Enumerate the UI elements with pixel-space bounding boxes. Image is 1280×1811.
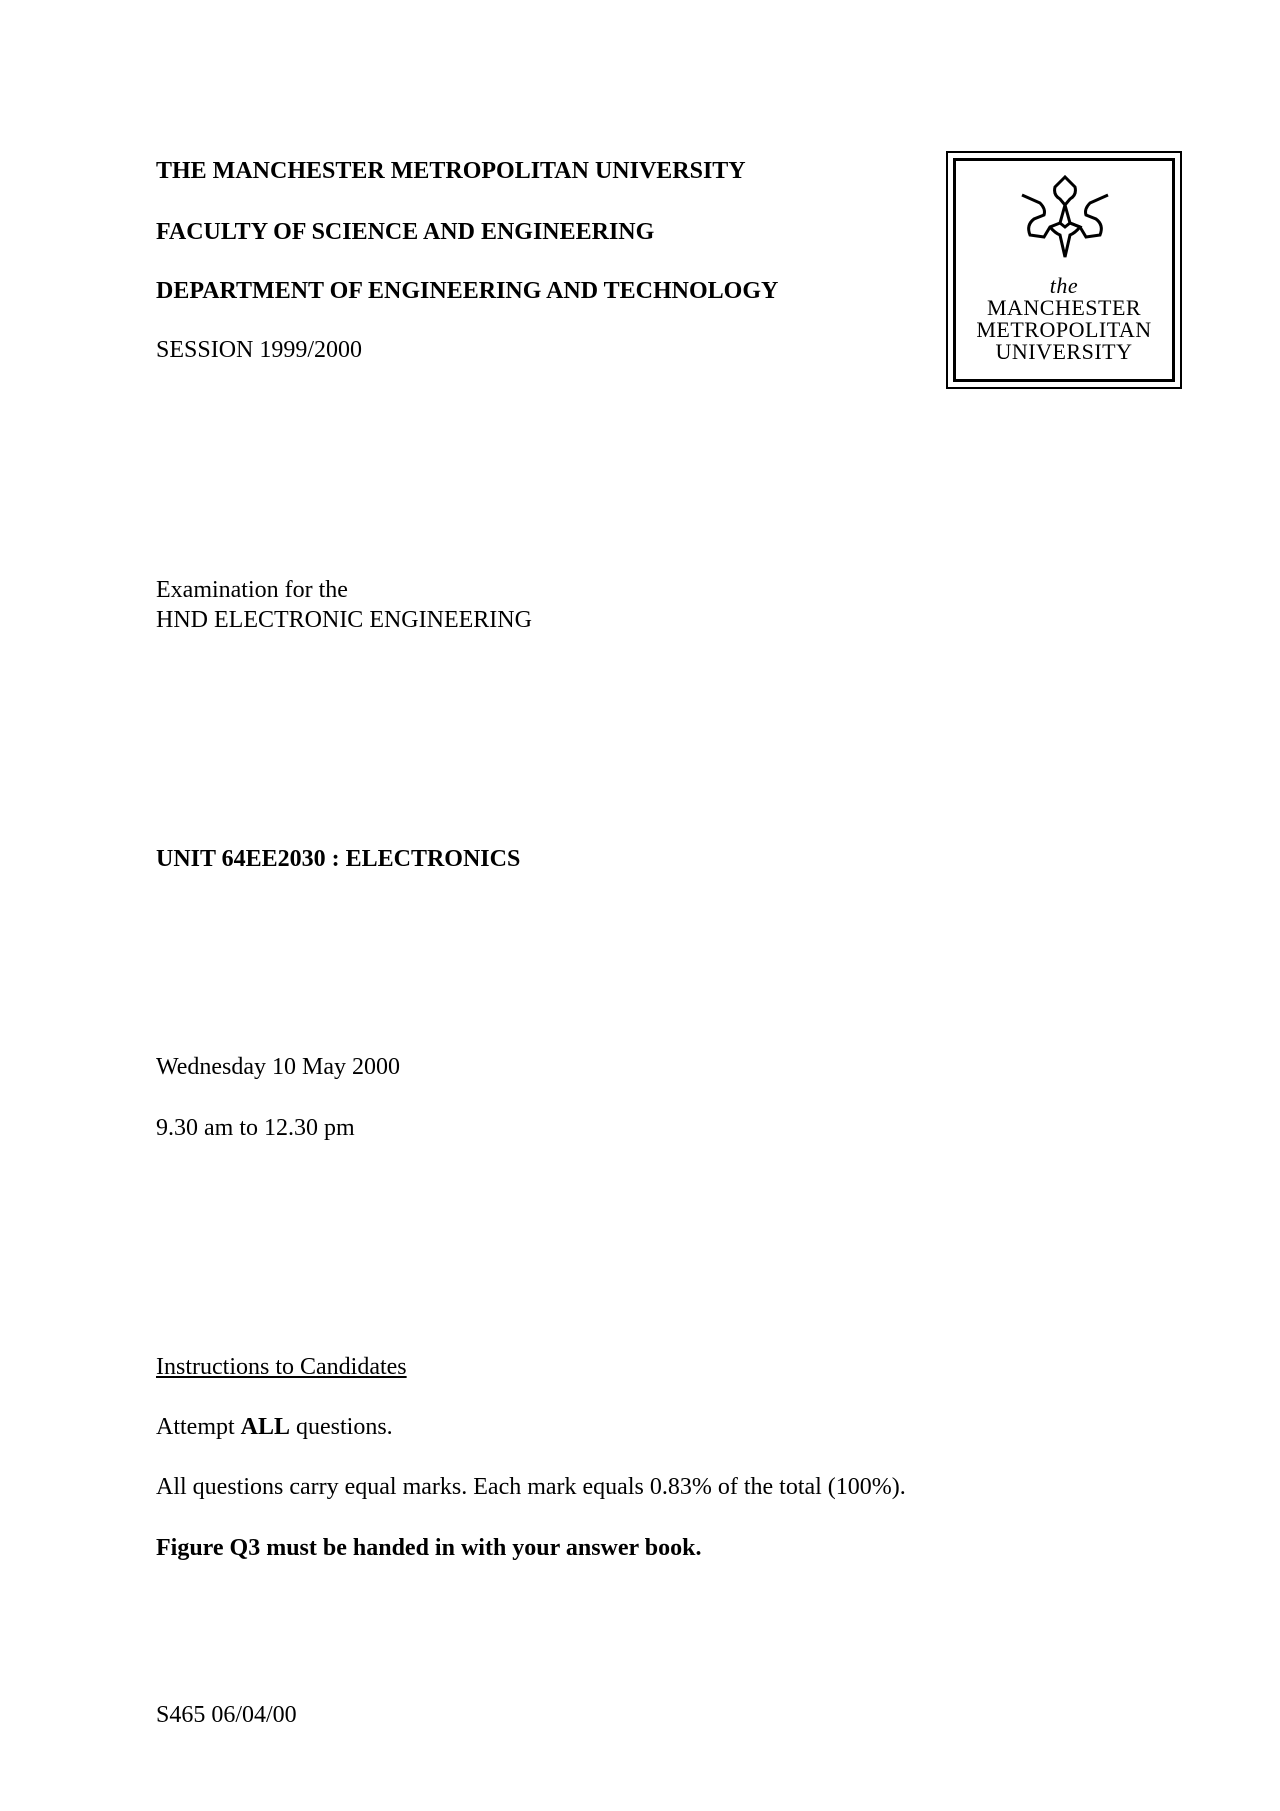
- university-name: THE MANCHESTER METROPOLITAN UNIVERSITY: [156, 158, 746, 184]
- exam-time: 9.30 am to 12.30 pm: [156, 1115, 355, 1141]
- session: SESSION 1999/2000: [156, 337, 363, 363]
- exam-programme: HND ELECTRONIC ENGINEERING: [156, 607, 532, 633]
- footer-code: S465 06/04/00: [156, 1702, 297, 1728]
- logo-text-line3: UNIVERSITY: [995, 339, 1133, 364]
- logo-text-line2: METROPOLITAN: [976, 317, 1152, 342]
- exam-intro: Examination for the: [156, 577, 348, 603]
- logo-text-line1: MANCHESTER: [986, 295, 1142, 320]
- university-logo: [946, 151, 1182, 389]
- department-name: DEPARTMENT OF ENGINEERING AND TECHNOLOGY: [156, 278, 779, 304]
- instructions-marks: All questions carry equal marks. Each mark equals 0.83% of the total (100%).: [156, 1474, 906, 1500]
- exam-date: Wednesday 10 May 2000: [156, 1054, 401, 1080]
- instructions-heading: Instructions to Candidates: [156, 1354, 407, 1380]
- logo-emblem-icon: [1020, 175, 1110, 260]
- faculty-name: FACULTY OF SCIENCE AND ENGINEERING: [156, 219, 655, 245]
- instructions-attempt: [156, 1413, 393, 1441]
- instructions-figure-note: Figure Q3 must be handed in with your answer book.: [156, 1535, 702, 1561]
- logo-text-the: the: [1049, 273, 1079, 298]
- exam-unit: UNIT 64EE2030 : ELECTRONICS: [156, 846, 521, 872]
- attempt-suffix: questions.: [290, 1414, 393, 1440]
- attempt-all: ALL: [240, 1414, 291, 1440]
- attempt-prefix: Attempt: [156, 1414, 241, 1440]
